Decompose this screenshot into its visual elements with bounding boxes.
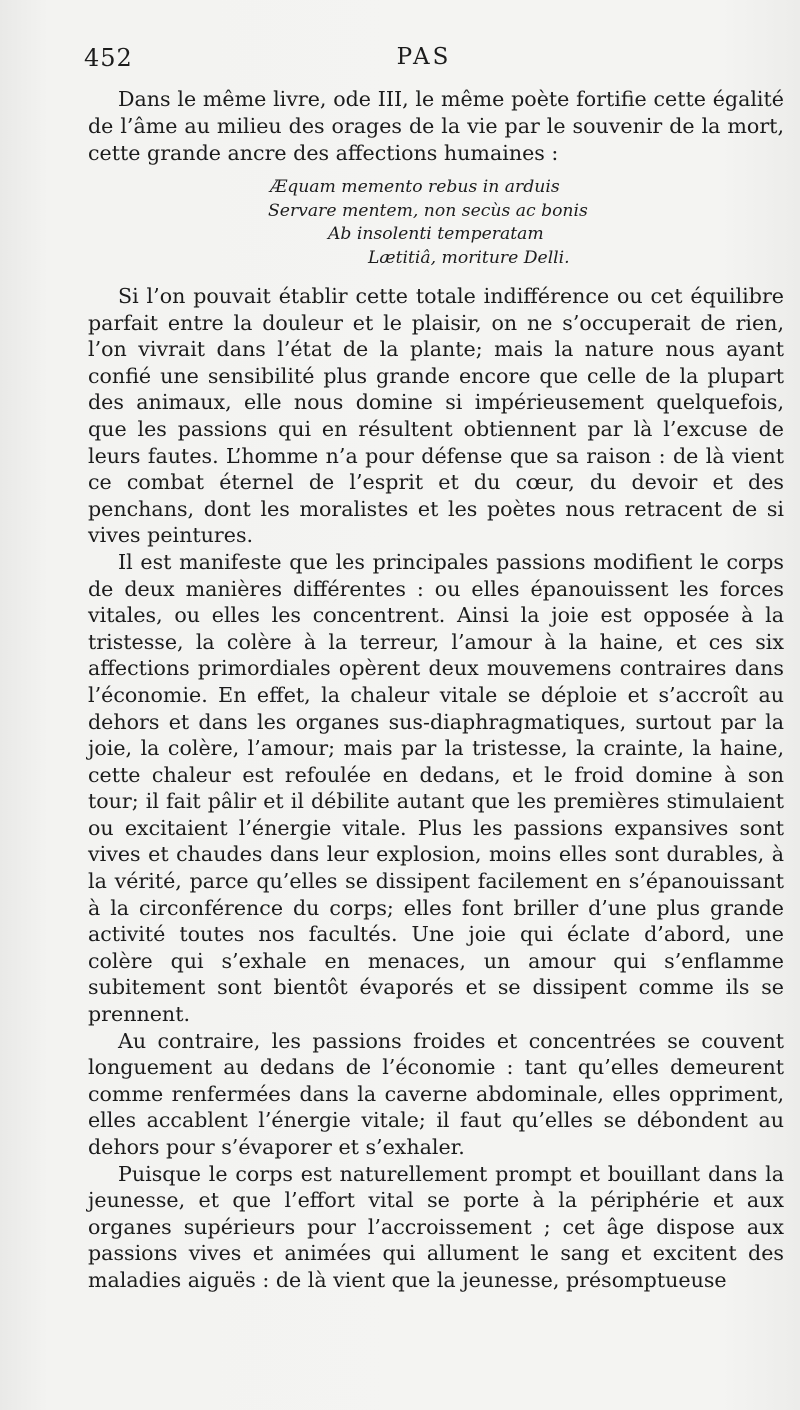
paragraph: Il est manifeste que les principales passions modifient le corps de deux manières différentes : ou elles épanouissent les forces vitales, ou elles les concentrent. Ainsi la joie est opposée à la tristesse, la colère à la terreur, l’amour à la haine, et ces six affections primordiales opèrent deux mouvemens contraires dans l’économie. En effet, la chaleur vitale se déploie et s’accroît au dehors et dans les organes sus-diaphragmatiques, surtout par la joie, la colère, l’amour; mais par la tristesse, la crainte, la haine, cette chaleur est refoulée en dedans, et le froid domine à son tour; il fait pâlir et il débilite autant que les premières stimulaient ou excitaient l’énergie vitale. Plus les passions expansives sont vives et chaudes dans leur explosion, moins elles sont durables, à la vérité, parce qu’elles se dissipent facilement en s’épanouissant à la circonférence du corps; elles font briller d’une plus grande activité toutes nos facultés. Une joie qui éclate d’abord, une colère qui s’exhale en menaces, un amour qui s’enflamme subitement sont bientôt évaporés et se dissipent comme ils se prennent. [88, 549, 784, 1027]
verse-line: Ab insolenti temperatam [328, 224, 544, 244]
body-text [88, 283, 784, 1294]
paragraph: Au contraire, les passions froides et concentrées se couvent longuement au dedans de l’économie : tant qu’elles demeurent comme renfermées dans la caverne abdominale, elles oppriment, elles accablent l’énergie vitale; il faut qu’elles se débondent au dehors pour s’évaporer et s’exhaler. [88, 1028, 784, 1159]
intro-paragraph: Dans le même livre, ode III, le même poète fortifie cette égalité de l’âme au milieu des orages de la vie par le souvenir de la mort, cette grande ancre des affections humaines : [88, 87, 784, 165]
verse-line: Lætitiâ, moriture Delli. [368, 247, 570, 268]
paragraph: Si l’on pouvait établir cette totale indifférence ou cet équilibre parfait entre la douleur et le plaisir, on ne s’occuperait de rien, l’on vivrait dans l’état de la plante; mais la nature nous ayant confié une sensibilité plus grande encore que celle de la plupart des animaux, elle nous domine si impérieusement quelquefois, que les passions qui en résultent obtiennent par là l’excuse de leurs fautes. L’homme n’a pour défense que sa raison : de là vient ce combat éternel de l’esprit et du cœur, du devoir et des penchans, dont les moralistes et les poètes nous retracent de si vives peintures. [88, 284, 784, 548]
verse-line: Æquam memento rebus in arduis [270, 177, 560, 197]
latin-verse [270, 176, 690, 270]
running-head: PAS [396, 44, 452, 70]
page-header [84, 44, 784, 84]
page-number: 452 [84, 44, 133, 72]
verse-line: Servare mentem, non secùs ac bonis [268, 200, 588, 221]
paragraph: Puisque le corps est naturellement prompt et bouillant dans la jeunesse, et que l’effort vital se porte à la périphérie et aux organes supérieurs pour l’accroissement ; cet âge dispose aux passions vives et animées qui allument le sang et excitent des maladies aiguës : de là vient que la jeunesse, présomptueuse [88, 1161, 784, 1292]
